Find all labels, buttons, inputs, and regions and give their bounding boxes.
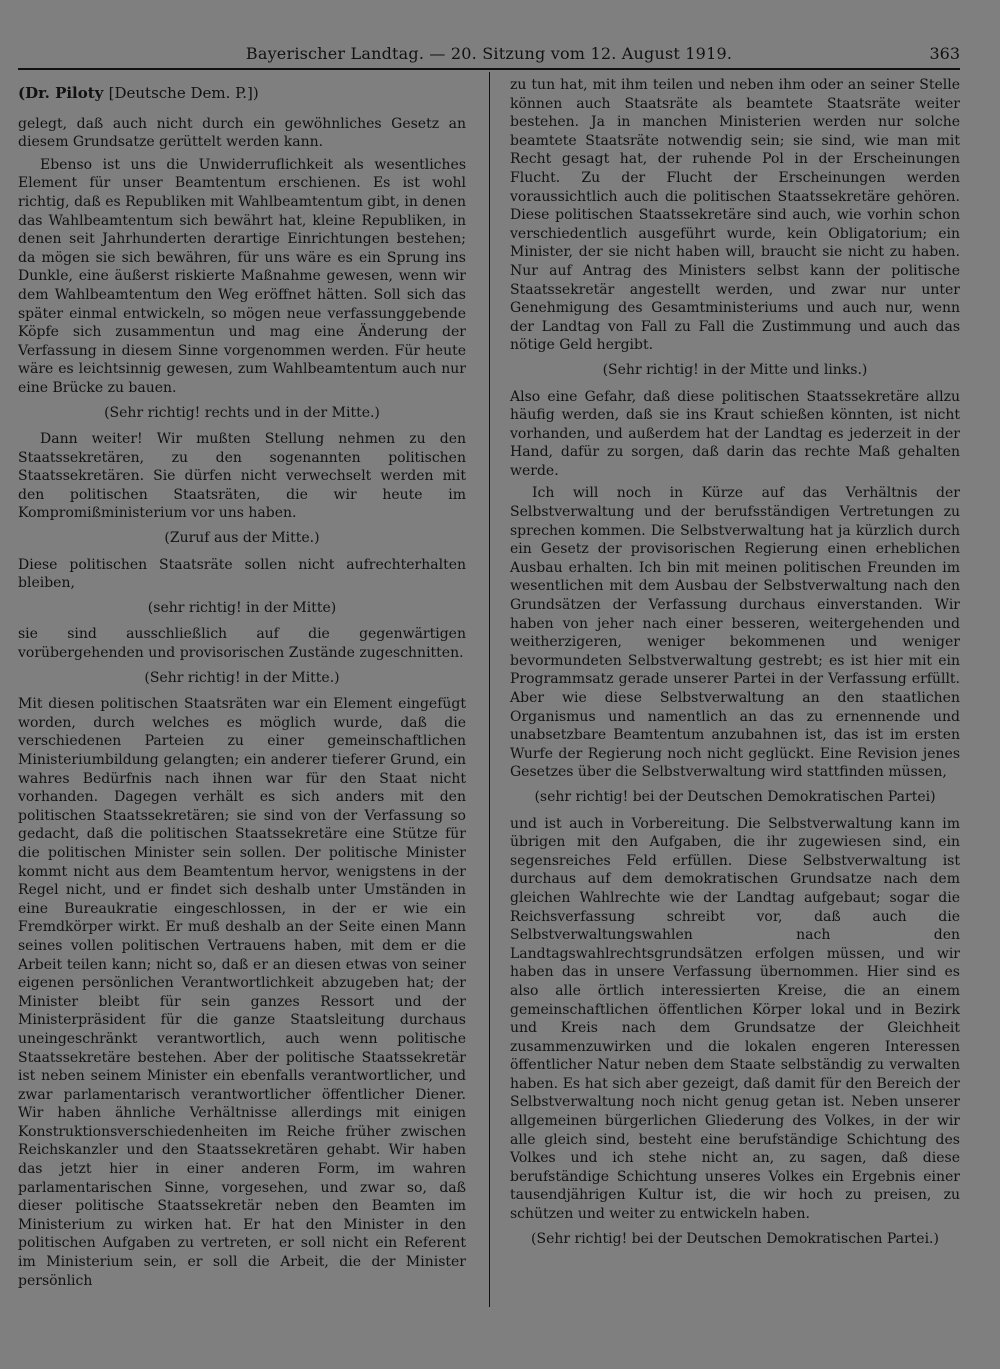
paragraph: und ist auch in Vorbereitung. Die Selbstverwaltung kann im übrigen mit den Aufgaben, die ihr zugewiesen sind, ein segensreiches Feld erfüllen. Diese Selbstverwaltung ist durchaus auf dem demokratischen Grundsatze nach dem gleichen Wahlrechte wie der Landtag aufgebaut; sogar die Reichsverfassung schreibt vor, daß auch die Selbstverwaltungswahlen nach den Landtagswahlrechtsgrundsätzen erfolgen müssen, und wir haben das in unsere Verfassung übernommen. Hier sind es also alle örtlich interessierten Kreise, die an einem gemeinschaftlichen öffentlichen Körper lokal und in Bezirk und Kreis nach dem Grundsatze der Gleichheit zusammenzuwirken und die lokalen engeren Interessen öffentlicher Natur neben dem Staate selbständig zu verwalten haben. Es hat sich aber gezeigt, daß damit für den Bereich der Selbstverwaltung noch nicht genug getan ist. Neben unserer allgemeinen bürgerlichen Gliederung des Volkes, in der wir alle gleich sind, besteht eine berufständige Schichtung des Volkes und ich stehe nicht an, zu sagen, daß diese berufständige Schichtung unseres Volkes ein Ergebnis einer tausendjährigen Kultur ist, die wir hoch zu preisen, zu schützen und weiter zu entwickeln haben. bbox=[510, 815, 960, 1223]
interjection: (Sehr richtig! rechts und in der Mitte.) bbox=[104, 404, 380, 421]
paragraph: zu tun hat, mit ihm teilen und neben ihm oder an seiner Stelle können auch Staatsräte als beamtete Staatsräte weiter bestehen. Ja in manchen Ministerien werden nur solche beamtete Staatsräte notwendig sein; sie sind, wie man mit Recht gesagt hat, der ruhende Pol in der Erscheinungen Flucht. Zu der Flucht der Erscheinungen werden voraussichtlich auch die politischen Staatssekretäre gehören. Diese politischen Staatssekretäre sind auch, wie vorhin schon verschiedentlich ausgeführt wurde, kein Obligatorium; ein Minister, der sie nicht haben will, braucht sie nicht zu haben. Nur auf Antrag des Ministers selbst kann der politische Staatssekretär angestellt werden, und zwar nur unter Genehmigung des Gesamtministeriums und auch nur, wenn der Landtag von Fall zu Fall die Zustimmung und auch das nötige Geld hergibt. bbox=[510, 77, 960, 354]
running-title: Bayerischer Landtag. — 20. Sitzung vom 12. August 1919. bbox=[245, 44, 733, 63]
paragraph: Diese politischen Staatsräte sollen nicht aufrechterhalten bleiben, bbox=[18, 556, 466, 592]
speaker-line bbox=[18, 84, 466, 103]
column-divider bbox=[489, 72, 490, 1307]
header-rule bbox=[18, 68, 960, 70]
page-number: 363 bbox=[929, 44, 960, 63]
right-column bbox=[510, 76, 960, 1256]
left-column bbox=[18, 76, 466, 1294]
interjection: (sehr richtig! bei der Deutschen Demokratischen Partei) bbox=[534, 788, 936, 805]
paragraph: sie sind ausschließlich auf die gegenwärtigen vorübergehenden und provisorischen Zustände zugeschnitten. bbox=[18, 626, 466, 662]
page-header bbox=[18, 40, 960, 68]
interjection: (Sehr richtig! in der Mitte.) bbox=[144, 669, 340, 686]
paragraph: gelegt, daß auch nicht durch ein gewöhnliches Gesetz an diesem Grundsatze gerüttelt werden kann. bbox=[18, 115, 466, 151]
interjection: (Zuruf aus der Mitte.) bbox=[164, 530, 320, 547]
speaker-name: (Dr. Piloty bbox=[18, 84, 104, 102]
paragraph: Ich will noch in Kürze auf das Verhältnis der Selbstverwaltung und der berufsständigen Vertretungen zu sprechen kommen. Die Selbstverwaltung hat ja kürzlich durch ein Gesetz der provisorischen Regierung einen erheblichen Ausbau erhalten. Ich bin mit meinen politischen Freunden im wesentlichen mit dem Ausbau der Selbstverwaltung nach den Grundsätzen der Verfassung durchaus einverstanden. Wir haben von jeher nach einer besseren, weitergehenden und weitherzigeren, weniger bekommenen und weniger bevormundeten Selbstverwaltung gestrebt; es ist hier mit ein Programmsatz gerade unserer Partei in der Verfassung erfüllt. Aber wie diese Selbstverwaltung an den staatlichen Organismus und namentlich an das zu ernennende und unabsetzbare Beamtentum anzubahnen ist, das ist im ersten Wurfe der Regierung noch nicht geglückt. Eine Revision jenes Gesetzes über die Selbstverwaltung wird stattfinden müssen, bbox=[510, 485, 960, 781]
paragraph: Also eine Gefahr, daß diese politischen Staatssekretäre allzu häufig werden, daß sie ins Kraut schießen könnten, ist nicht vorhanden, und außerdem hat der Landtag es jederzeit in der Hand, dafür zu sorgen, daß darin das rechte Maß gehalten werde. bbox=[510, 388, 960, 479]
paragraph: Dann weiter! Wir mußten Stellung nehmen zu den Staatssekretären, zu den sogenannten politischen Staatssekretären. Sie dürfen nicht verwechselt werden mit den politischen Staatsräten, die wir heute im Kompromißministerium vor uns haben. bbox=[18, 431, 466, 522]
paragraph: Ebenso ist uns die Unwiderruflichkeit als wesentliches Element für unser Beamtentum erschienen. Es ist wohl richtig, daß es Republiken mit Wahlbeamtentum gibt, in denen das Wahlbeamtentum sich bewährt hat, kleine Republiken, in denen seit Jahrhunderten derartige Einrichtungen bestehen; da mögen sie sich bewähren, für uns wäre es ein Sprung ins Dunkle, eine äußerst riskierte Maßnahme gewesen, wenn wir dem Wahlbeamtentum den Weg eröffnet hätten. Soll sich das später einmal entwickeln, so mögen neue verfassunggebende Köpfe sich zusammentun und mag eine Änderung der Verfassung in diesem Sinne vorgenommen werden. Für heute wäre es leichtsinnig gewesen, zum Wahlbeamtentum auch nur eine Brücke zu bauen. bbox=[18, 156, 466, 396]
paragraph: Mit diesen politischen Staatsräten war ein Element eingefügt worden, durch welches es möglich wurde, daß die verschiedenen Parteien zu einer gemeinschaftlichen Ministeriumbildung gelangten; ein anderer tieferer Grund, ein wahres Bedürfnis nach ihnen war für den Staat nicht vorhanden. Dagegen verhält es sich anders mit den politischen Staatssekretären; sie sind von der Verfassung so gedacht, daß die politischen Staatssekretäre eine Stütze für die politischen Minister sein sollen. Der politische Minister kommt nicht aus dem Beamtentum hervor, wenigstens in der Regel nicht, und er findet sich deshalb unter Umständen in eine Bureaukratie eingeschlossen, in der er wie ein Fremdkörper wirkt. Er muß deshalb an der Seite einen Mann seines vollen politischen Vertrauens haben, mit dem er die Arbeit teilen kann; nicht so, daß er an diesen etwas von seiner eigenen persönlichen Verantwortlichkeit abzugeben hat; der Minister bleibt für sein ganzes Ressort und der Ministerpräsident für die ganze Staatsleitung durchaus uneingeschränkt verantwortlich, auch wenn politische Staatssekretäre bestehen. Aber der politische Staatssekretär ist neben seinem Minister ein ebenfalls verantwortlicher, und zwar parlamentarisch verantwortlicher öffentlicher Diener. Wir haben ähnliche Verhältnisse allerdings mit einigen Konstruktionsverschiedenheiten im Reiche früher zwischen Reichskanzler und den Staatssekretären gehabt. Wir haben das jetzt hier in einer anderen Form, im wahren parlamentarischen Sinne, vorgesehen, und zwar so, daß dieser politische Staatssekretär neben den Beamten im Ministerium zu wirken hat. Er hat den Minister in den politischen Aufgaben zu vertreten, er soll nicht ein Referent im Ministerium sein, er soll die Arbeit, die der Minister persönlich bbox=[18, 696, 466, 1289]
speaker-party: [Deutsche Dem. P.]) bbox=[108, 84, 259, 102]
interjection: (sehr richtig! in der Mitte) bbox=[147, 599, 337, 616]
interjection: (Sehr richtig! bei der Deutschen Demokratischen Partei.) bbox=[531, 1230, 939, 1247]
interjection: (Sehr richtig! in der Mitte und links.) bbox=[602, 361, 868, 378]
